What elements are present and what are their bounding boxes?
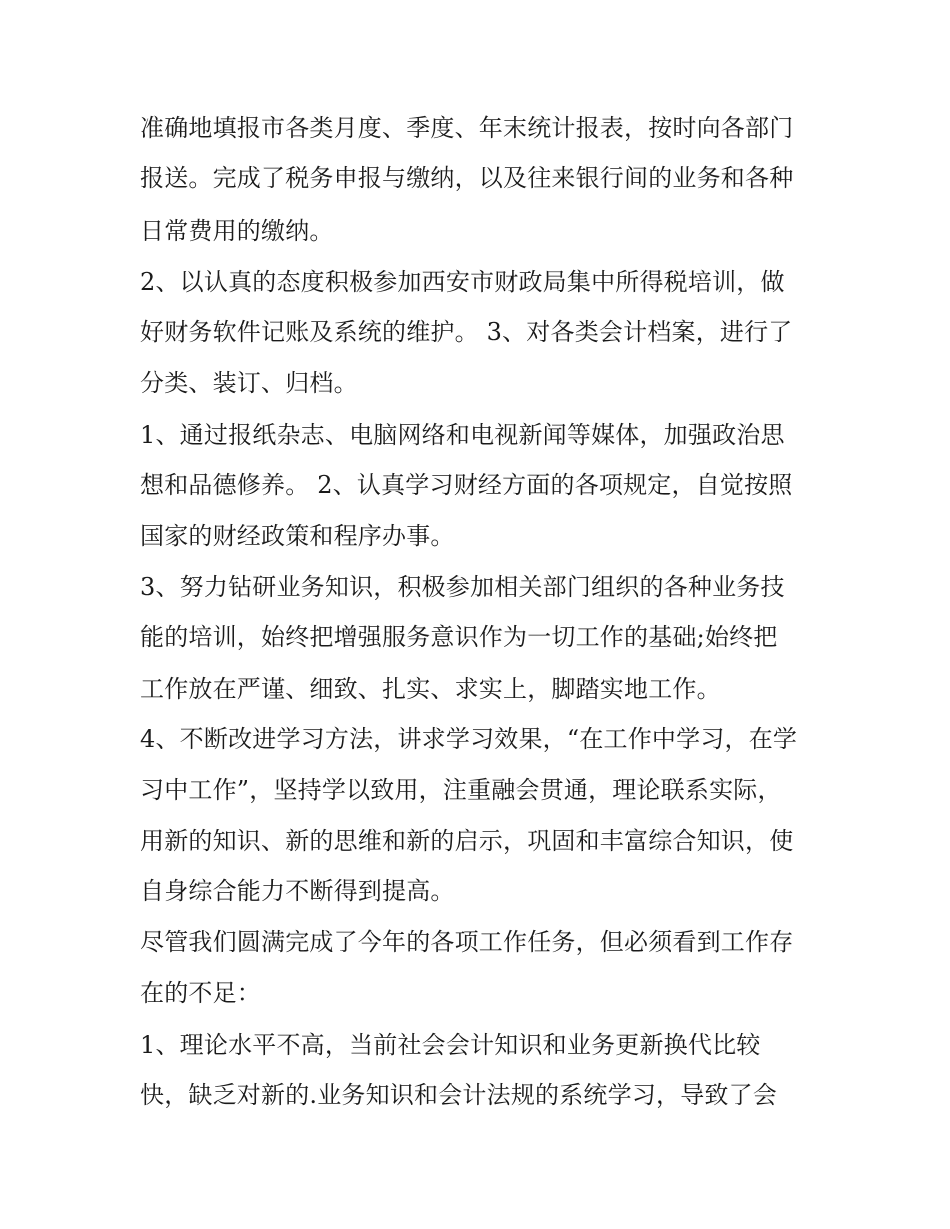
text-line: 分类、装订、归档。	[140, 369, 358, 397]
text-line: 能的培训，始终把增强服务意识作为一切工作的基础;始终把	[140, 623, 778, 651]
text-line: 准确地填报市各类月度、季度、年末统计报表，按时向各部门	[140, 114, 794, 142]
text-line: 2、以认真的态度积极参加西安市财政局集中所得税培训，做	[140, 268, 785, 296]
text-line: 用新的知识、新的思维和新的启示，巩固和丰富综合知识，使	[140, 827, 794, 855]
text-line: 国家的财经政策和程序办事。	[140, 522, 455, 550]
text-line: 尽管我们圆满完成了今年的各项工作任务，但必须看到工作存	[140, 928, 794, 956]
text-line: 习中工作”，坚持学以致用，注重融会贯通，理论联系实际，	[140, 776, 782, 804]
text-line: 日常费用的缴纳。	[140, 217, 334, 245]
text-line: 好财务软件记账及系统的维护。 3、对各类会计档案，进行了	[140, 318, 793, 346]
text-line: 报送。完成了税务申报与缴纳，以及往来银行间的业务和各种	[140, 164, 794, 192]
text-line: 自身综合能力不断得到提高。	[140, 877, 455, 905]
text-line: 在的不足：	[140, 979, 261, 1007]
text-line: 3、努力钻研业务知识，积极参加相关部门组织的各种业务技	[140, 573, 785, 601]
text-line: 快，缺乏对新的.业务知识和会计法规的系统学习，导致了会	[140, 1081, 778, 1109]
text-line: 1、理论水平不高，当前社会会计知识和业务更新换代比较	[140, 1031, 761, 1059]
text-line: 想和品德修养。 2、认真学习财经方面的各项规定，自觉按照	[140, 471, 793, 499]
text-line: 1、通过报纸杂志、电脑网络和电视新闻等媒体，加强政治思	[140, 421, 785, 449]
text-line: 工作放在严谨、细致、扎实、求实上，脚踏实地工作。	[140, 675, 721, 703]
text-line: 4、不断改进学习方法，讲求学习效果，“在工作中学习，在学	[140, 725, 798, 753]
